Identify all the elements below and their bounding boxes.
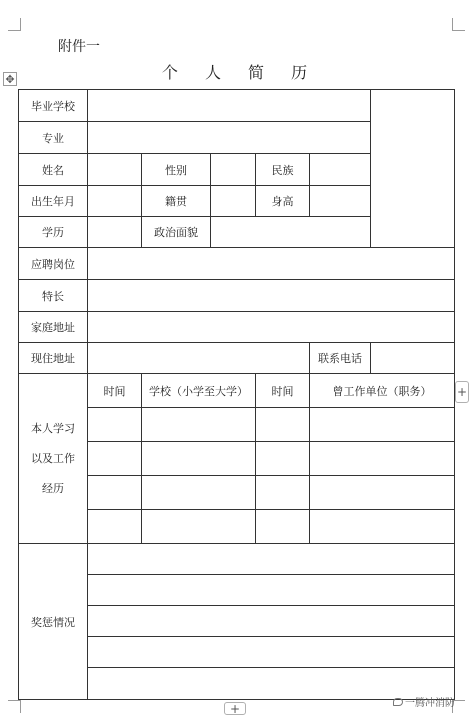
exp-time-cell[interactable] — [88, 408, 142, 442]
attachment-label: 附件一 — [58, 39, 100, 55]
page-corner-mark — [452, 18, 465, 31]
exp-time-cell[interactable] — [256, 442, 310, 476]
position-value-cell[interactable] — [88, 248, 455, 280]
birth-label: 出生年月 — [19, 186, 88, 217]
watermark — [393, 694, 455, 709]
watermark-text: 一腾冲消防 — [405, 698, 455, 709]
page-title: 个 人 简 历 — [161, 63, 319, 82]
awards-label: 奖惩情况 — [19, 544, 88, 700]
phone-value-cell[interactable] — [371, 343, 455, 374]
exp-school-header: 学校（小学至大学） — [142, 374, 256, 408]
exp-time-cell[interactable] — [256, 476, 310, 510]
table-move-handle-icon[interactable]: ✥ — [3, 72, 17, 86]
exp-employer-cell[interactable] — [310, 408, 455, 442]
exp-time-cell[interactable] — [88, 442, 142, 476]
current-address-value-cell[interactable] — [88, 343, 310, 374]
birth-value-cell[interactable] — [88, 186, 142, 217]
exp-time-cell[interactable] — [88, 510, 142, 544]
major-value-cell[interactable] — [88, 122, 371, 154]
ethnicity-value-cell[interactable] — [310, 154, 371, 186]
gender-label: 性别 — [142, 154, 211, 186]
exp-time-cell[interactable] — [88, 476, 142, 510]
add-column-button[interactable]: + — [455, 381, 469, 403]
exp-time-cell[interactable] — [256, 510, 310, 544]
native-place-value-cell[interactable] — [211, 186, 256, 217]
exp-school-cell[interactable] — [142, 408, 256, 442]
photo-cell[interactable] — [371, 90, 455, 248]
experience-label — [19, 374, 88, 544]
chat-bubble-icon — [393, 698, 403, 706]
height-label: 身高 — [256, 186, 310, 217]
ethnicity-label: 民族 — [256, 154, 310, 186]
phone-label: 联系电话 — [310, 343, 371, 374]
experience-label-line: 经历 — [42, 481, 64, 495]
school-value-cell[interactable] — [88, 90, 371, 122]
current-address-label: 现住地址 — [19, 343, 88, 374]
name-value-cell[interactable] — [88, 154, 142, 186]
exp-employer-cell[interactable] — [310, 476, 455, 510]
experience-label-line: 以及工作 — [31, 451, 75, 465]
height-value-cell[interactable] — [310, 186, 371, 217]
exp-school-cell[interactable] — [142, 442, 256, 476]
page-corner-mark — [8, 700, 21, 713]
name-label: 姓名 — [19, 154, 88, 186]
experience-label-line: 本人学习 — [31, 421, 75, 435]
native-place-label: 籍贯 — [142, 186, 211, 217]
position-label: 应聘岗位 — [19, 248, 88, 280]
awards-row-cell[interactable] — [88, 544, 455, 575]
exp-time-header: 时间 — [88, 374, 142, 408]
exp-time-header: 时间 — [256, 374, 310, 408]
exp-school-cell[interactable] — [142, 476, 256, 510]
gender-value-cell[interactable] — [211, 154, 256, 186]
exp-employer-cell[interactable] — [310, 442, 455, 476]
page-corner-mark — [8, 18, 21, 31]
school-label: 毕业学校 — [19, 90, 88, 122]
education-label: 学历 — [19, 217, 88, 248]
specialty-value-cell[interactable] — [88, 280, 455, 312]
education-value-cell[interactable] — [88, 217, 142, 248]
specialty-label: 特长 — [19, 280, 88, 312]
home-address-label: 家庭地址 — [19, 312, 88, 343]
major-label: 专业 — [19, 122, 88, 154]
exp-employer-cell[interactable] — [310, 510, 455, 544]
exp-time-cell[interactable] — [256, 408, 310, 442]
political-status-value-cell[interactable] — [211, 217, 371, 248]
exp-employer-header: 曾工作单位（职务） — [310, 374, 455, 408]
awards-row-cell[interactable] — [88, 637, 455, 668]
awards-row-cell[interactable] — [88, 575, 455, 606]
awards-row-cell[interactable] — [88, 606, 455, 637]
add-row-button[interactable]: + — [224, 702, 246, 715]
exp-school-cell[interactable] — [142, 510, 256, 544]
political-status-label: 政治面貌 — [142, 217, 211, 248]
resume-form-table — [18, 89, 455, 700]
home-address-value-cell[interactable] — [88, 312, 455, 343]
